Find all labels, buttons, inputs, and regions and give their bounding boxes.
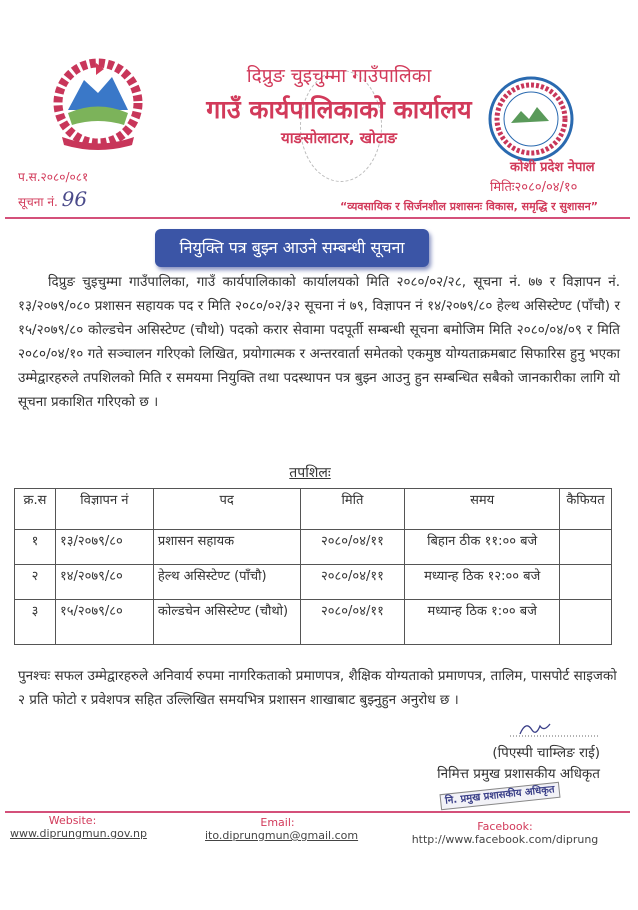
cell-post: कोल्डचेन असिस्टेण्ट (चौथो) bbox=[153, 600, 300, 645]
col-header-date: मिति bbox=[300, 489, 405, 530]
notice-body: दिप्रुङ चुइचुम्मा गाउँपालिका, गाउँ कार्यपालिकाको कार्यालयको मिति २०८०/०२/२८, सूचना नं. ७७ र विज्ञापन नं. १३/२०७९/०८० प्रशासन सहायक पद र मिति २०८०/०२/३२ सूचना नं ७९, विज्ञापन नं १४/२०७९/८० हेल्थ असिस्टेण्ट (पाँचौ) र १५/२०७९/८० कोल्डचेन असिस्टेण्ट (चौथो) पदको करार सेवामा पदपूर्ती सम्बन्धी सूचना बमोजिम मिति २०८०/०४/०९ र मिति २०८०/०४/१० गते सञ्चालन गरिएको लिखित, प्रयोगात्मक र अन्तरवार्ता समेतको एकमुष्ठ योग्यताक्रमबाट सिफारिस हुनु भएका उम्मेद्वारहरुले तपशिलको मिति र समयमा नियुक्ति तथा पदस्थापन पत्र बुझ्न आउनु हुन सम्बन्धित सबैको जानकारीका लागि यो सूचना प्रकाशित गरिएको छ । bbox=[18, 274, 620, 410]
col-header-ad-no: विज्ञापन नं bbox=[55, 489, 153, 530]
table-row bbox=[15, 600, 612, 645]
signatory-designation: निमित्त प्रमुख प्रशासकीय अधिकृत bbox=[437, 766, 600, 782]
cell-date: २०८०/०४/११ bbox=[300, 565, 405, 600]
col-header-remarks: कैफियत bbox=[559, 489, 611, 530]
notice-number-field bbox=[18, 188, 87, 213]
table-header-row bbox=[15, 489, 612, 530]
footer-email bbox=[205, 816, 359, 842]
office-name: गाउँ कार्यपालिकाको कार्यालय bbox=[206, 95, 472, 124]
cell-ad-no: १३/२०७९/८० bbox=[55, 530, 153, 565]
facebook-label: Facebook: bbox=[477, 820, 533, 833]
slogan: “व्यवसायिक र सिर्जनशील प्रशासनः विकास, समृद्धि र सुशासन” bbox=[340, 200, 599, 213]
reference-number: प.स.२०८०/०८१ bbox=[18, 170, 89, 184]
email-label: Email: bbox=[260, 816, 295, 829]
table-row bbox=[15, 565, 612, 600]
email-link[interactable]: ito.diprungmun@gmail.com bbox=[205, 829, 359, 842]
issue-date: मितिः२०८०/०४/१० bbox=[490, 180, 578, 195]
cell-post: हेल्थ असिस्टेण्ट (पाँचौ) bbox=[153, 565, 300, 600]
municipality-name: दिप्रुङ चुइचुम्मा गाउँपालिका bbox=[246, 65, 432, 87]
cell-date: २०८०/०४/११ bbox=[300, 600, 405, 645]
details-heading: तपशिलः bbox=[289, 465, 331, 481]
website-label: Website: bbox=[48, 814, 97, 827]
cell-sn: १ bbox=[15, 530, 56, 565]
signatory-name: (पिएस्पी चाम्लिङ राई) bbox=[492, 745, 600, 761]
cell-time: मध्यान्ह ठिक १:०० बजे bbox=[405, 600, 560, 645]
cell-sn: २ bbox=[15, 565, 56, 600]
footer-divider bbox=[5, 811, 630, 813]
office-location: याङसोलाटार, खोटाङ bbox=[281, 129, 397, 147]
signature-image bbox=[500, 718, 610, 740]
footer-website bbox=[10, 814, 147, 840]
notice-number: 96 bbox=[61, 187, 88, 211]
cell-ad-no: १४/२०७९/८० bbox=[55, 565, 153, 600]
col-header-post: पद bbox=[153, 489, 300, 530]
cell-time: बिहान ठीक ११:०० बजे bbox=[405, 530, 560, 565]
cell-date: २०८०/०४/११ bbox=[300, 530, 405, 565]
website-link[interactable]: www.diprungmun.gov.np bbox=[10, 827, 147, 840]
col-header-sn: क्र.स bbox=[15, 489, 56, 530]
header-divider bbox=[5, 217, 630, 219]
cell-sn: ३ bbox=[15, 600, 56, 645]
notice-number-label: सूचना नं. bbox=[18, 195, 58, 209]
municipality-logo bbox=[485, 75, 577, 163]
province-name: कोशी प्रदेश नेपाल bbox=[510, 160, 595, 175]
cell-time: मध्यान्ह ठिक १२:०० बजे bbox=[405, 565, 560, 600]
notice-title: नियुक्ति पत्र बुझ्न आउने सम्बन्धी सूचना bbox=[155, 229, 429, 267]
postscript-note: पुनश्चः सफल उम्मेद्वारहरुले अनिवार्य रुपमा नागरिकताको प्रमाणपत्र, शैक्षिक योग्यताको प्रमाणपत्र, तालिम, पासपोर्ट साइजको २ प्रति फोटो र प्रवेशपत्र सहित उल्लिखित समयभित्र प्रशासन शाखाबाट बुझ्नुहुन अनुरोध छ । bbox=[18, 668, 617, 708]
cell-ad-no: १५/२०७९/८० bbox=[55, 600, 153, 645]
schedule-table bbox=[14, 488, 612, 645]
table-row bbox=[15, 530, 612, 565]
cell-remarks bbox=[559, 530, 611, 565]
facebook-link[interactable]: http://www.facebook.com/diprung bbox=[411, 833, 599, 846]
col-header-time: समय bbox=[405, 489, 560, 530]
cell-post: प्रशासन सहायक bbox=[153, 530, 300, 565]
cell-remarks bbox=[559, 600, 611, 645]
footer-facebook bbox=[410, 820, 600, 846]
designation-stamp: नि. प्रमुख प्रशासकीय अधिकृत bbox=[439, 782, 560, 810]
cell-remarks bbox=[559, 565, 611, 600]
